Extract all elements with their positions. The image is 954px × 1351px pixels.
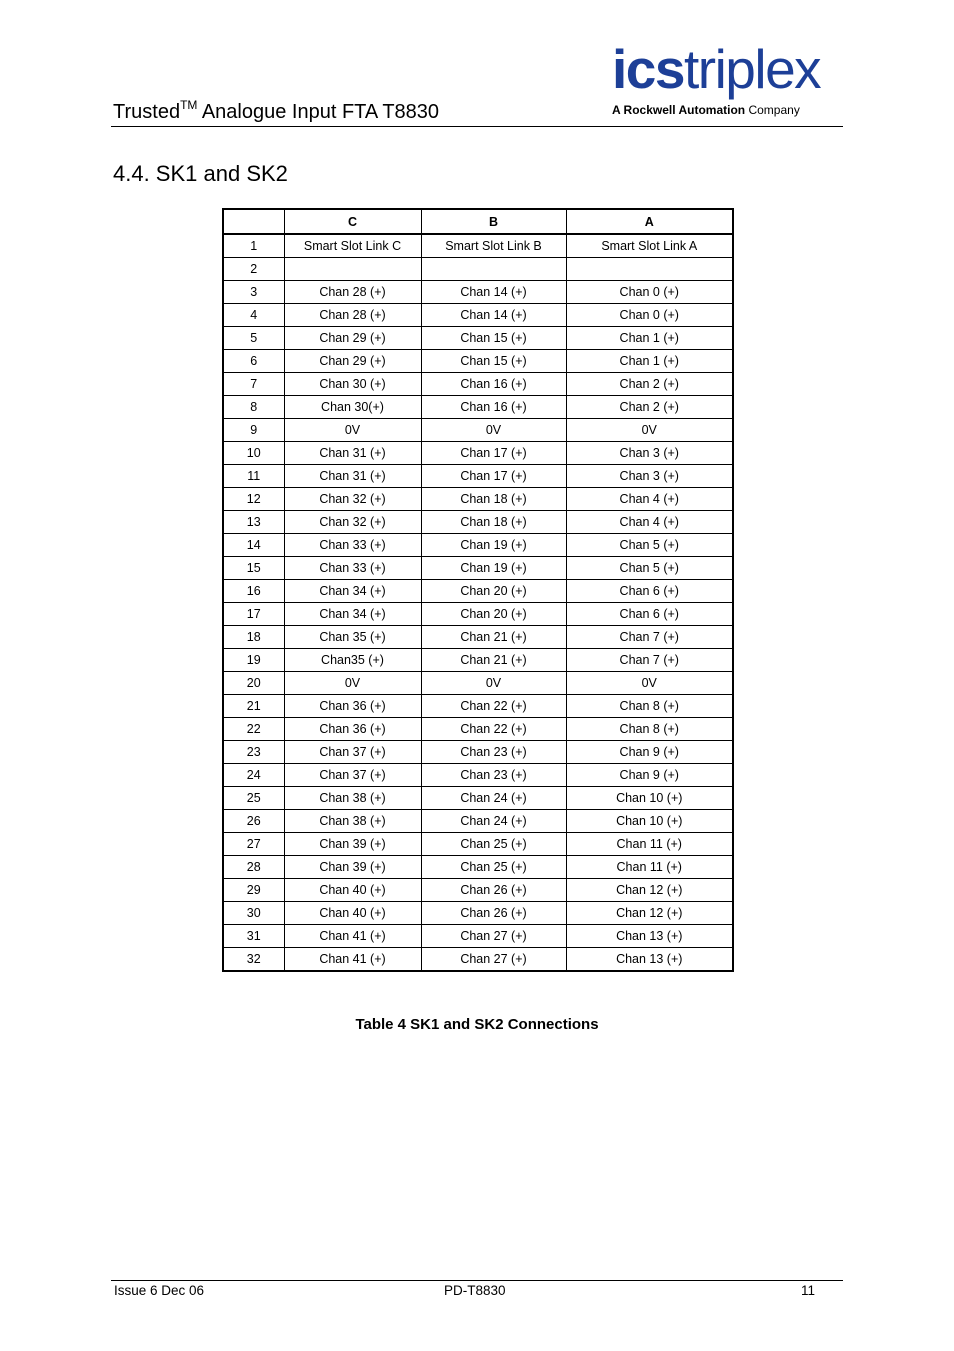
table-row <box>223 281 733 304</box>
signal-cell: Chan 8 (+) <box>566 718 733 741</box>
signal-cell: Chan 22 (+) <box>421 695 566 718</box>
signal-cell: Chan 21 (+) <box>421 649 566 672</box>
signal-cell: Chan 31 (+) <box>284 442 421 465</box>
signal-cell: Chan 25 (+) <box>421 833 566 856</box>
table-row <box>223 626 733 649</box>
table-row <box>223 534 733 557</box>
signal-cell: Chan 14 (+) <box>421 304 566 327</box>
signal-cell: Chan 20 (+) <box>421 603 566 626</box>
footer-divider <box>111 1280 843 1281</box>
pin-number-cell: 11 <box>223 465 284 488</box>
signal-cell: Smart Slot Link A <box>566 234 733 258</box>
signal-cell: Chan 16 (+) <box>421 396 566 419</box>
logo-tagline <box>612 103 800 117</box>
table-row <box>223 810 733 833</box>
table-row <box>223 465 733 488</box>
signal-cell: Chan 9 (+) <box>566 741 733 764</box>
table-row <box>223 304 733 327</box>
footer-doc-id: PD-T8830 <box>444 1283 506 1298</box>
signal-cell: Chan 36 (+) <box>284 718 421 741</box>
signal-cell: Chan 37 (+) <box>284 764 421 787</box>
pin-number-cell: 30 <box>223 902 284 925</box>
pin-number-cell: 22 <box>223 718 284 741</box>
table-row <box>223 718 733 741</box>
signal-cell: Chan 5 (+) <box>566 557 733 580</box>
table-row <box>223 557 733 580</box>
signal-cell: 0V <box>421 672 566 695</box>
signal-cell: Chan 34 (+) <box>284 580 421 603</box>
signal-cell: Chan 7 (+) <box>566 626 733 649</box>
pin-number-cell: 23 <box>223 741 284 764</box>
table-row <box>223 419 733 442</box>
table-row <box>223 603 733 626</box>
signal-cell: Chan 39 (+) <box>284 833 421 856</box>
signal-cell: Chan 13 (+) <box>566 925 733 948</box>
signal-cell: Chan 24 (+) <box>421 810 566 833</box>
signal-cell: Chan 6 (+) <box>566 580 733 603</box>
pin-number-cell: 15 <box>223 557 284 580</box>
pin-number-cell: 16 <box>223 580 284 603</box>
company-logo <box>606 36 846 120</box>
logo-tagline-bold: A Rockwell Automation <box>612 103 746 117</box>
table-row <box>223 350 733 373</box>
title-suffix: Analogue Input FTA T8830 <box>197 101 440 123</box>
pin-number-cell: 7 <box>223 373 284 396</box>
table-row <box>223 672 733 695</box>
table-row <box>223 442 733 465</box>
signal-cell: Chan 16 (+) <box>421 373 566 396</box>
table-row <box>223 948 733 972</box>
table-row <box>223 833 733 856</box>
pin-number-cell: 2 <box>223 258 284 281</box>
table-row <box>223 764 733 787</box>
signal-cell: Chan 38 (+) <box>284 787 421 810</box>
table-caption: Table 4 SK1 and SK2 Connections <box>355 1016 599 1033</box>
signal-cell: Chan 38 (+) <box>284 810 421 833</box>
pin-number-cell: 14 <box>223 534 284 557</box>
signal-cell: Chan 4 (+) <box>566 511 733 534</box>
signal-cell: 0V <box>566 672 733 695</box>
table-row <box>223 327 733 350</box>
signal-cell: Chan 11 (+) <box>566 856 733 879</box>
table-row <box>223 879 733 902</box>
pin-number-cell: 27 <box>223 833 284 856</box>
signal-cell: Chan 27 (+) <box>421 925 566 948</box>
signal-cell: Chan 19 (+) <box>421 534 566 557</box>
signal-cell: Chan 8 (+) <box>566 695 733 718</box>
signal-cell <box>284 258 421 281</box>
table-row <box>223 741 733 764</box>
signal-cell: Chan 6 (+) <box>566 603 733 626</box>
signal-cell: 0V <box>566 419 733 442</box>
signal-cell: Chan 33 (+) <box>284 557 421 580</box>
signal-cell: 0V <box>421 419 566 442</box>
signal-cell: Chan 36 (+) <box>284 695 421 718</box>
signal-cell: Chan 28 (+) <box>284 304 421 327</box>
signal-cell: Chan 40 (+) <box>284 902 421 925</box>
header-column-cell: C <box>284 209 421 234</box>
table-row <box>223 925 733 948</box>
signal-cell: Chan 17 (+) <box>421 442 566 465</box>
signal-cell: Chan 37 (+) <box>284 741 421 764</box>
signal-cell: Chan 41 (+) <box>284 948 421 972</box>
table-row <box>223 488 733 511</box>
pin-number-cell: 10 <box>223 442 284 465</box>
signal-cell: Smart Slot Link C <box>284 234 421 258</box>
pin-number-cell: 1 <box>223 234 284 258</box>
signal-cell: Chan 25 (+) <box>421 856 566 879</box>
signal-cell: Chan 3 (+) <box>566 442 733 465</box>
signal-cell: Chan 9 (+) <box>566 764 733 787</box>
signal-cell: Chan 41 (+) <box>284 925 421 948</box>
signal-cell: Smart Slot Link B <box>421 234 566 258</box>
pin-number-cell: 18 <box>223 626 284 649</box>
pin-number-cell: 5 <box>223 327 284 350</box>
signal-cell: Chan 10 (+) <box>566 810 733 833</box>
document-title <box>113 100 439 124</box>
signal-cell: Chan 26 (+) <box>421 902 566 925</box>
signal-cell <box>566 258 733 281</box>
title-prefix: Trusted <box>113 101 181 123</box>
signal-cell: Chan35 (+) <box>284 649 421 672</box>
signal-cell: Chan 19 (+) <box>421 557 566 580</box>
signal-cell: Chan 13 (+) <box>566 948 733 972</box>
table-row <box>223 695 733 718</box>
table-row <box>223 649 733 672</box>
pin-number-cell: 4 <box>223 304 284 327</box>
pin-number-cell: 17 <box>223 603 284 626</box>
signal-cell: Chan 18 (+) <box>421 488 566 511</box>
header-divider <box>111 126 843 127</box>
signal-cell: Chan 23 (+) <box>421 764 566 787</box>
signal-cell: Chan 17 (+) <box>421 465 566 488</box>
signal-cell: Chan 26 (+) <box>421 879 566 902</box>
signal-cell: Chan 33 (+) <box>284 534 421 557</box>
pin-number-cell: 12 <box>223 488 284 511</box>
signal-cell: Chan 14 (+) <box>421 281 566 304</box>
header-pin-cell <box>223 209 284 234</box>
pin-number-cell: 24 <box>223 764 284 787</box>
signal-cell: 0V <box>284 672 421 695</box>
trademark-superscript: TM <box>180 98 198 112</box>
pin-number-cell: 25 <box>223 787 284 810</box>
pin-number-cell: 13 <box>223 511 284 534</box>
table-header-row <box>223 209 733 234</box>
pin-number-cell: 29 <box>223 879 284 902</box>
pin-number-cell: 9 <box>223 419 284 442</box>
pin-number-cell: 21 <box>223 695 284 718</box>
signal-cell: Chan 29 (+) <box>284 327 421 350</box>
signal-cell: Chan 24 (+) <box>421 787 566 810</box>
section-heading: 4.4. SK1 and SK2 <box>113 161 288 186</box>
signal-cell: Chan 28 (+) <box>284 281 421 304</box>
header-column-cell: B <box>421 209 566 234</box>
table-row <box>223 787 733 810</box>
signal-cell: Chan 2 (+) <box>566 396 733 419</box>
pin-number-cell: 28 <box>223 856 284 879</box>
signal-cell: Chan 2 (+) <box>566 373 733 396</box>
signal-cell: Chan 15 (+) <box>421 350 566 373</box>
signal-cell: Chan 31 (+) <box>284 465 421 488</box>
signal-cell: Chan 0 (+) <box>566 304 733 327</box>
logo-name-regular: triplex <box>683 38 821 100</box>
signal-cell: Chan 7 (+) <box>566 649 733 672</box>
signal-cell: Chan 23 (+) <box>421 741 566 764</box>
signal-cell: Chan 12 (+) <box>566 902 733 925</box>
footer-page-number: 11 <box>801 1283 816 1298</box>
pin-number-cell: 31 <box>223 925 284 948</box>
table-row <box>223 258 733 281</box>
signal-cell: 0V <box>284 419 421 442</box>
signal-cell: Chan 27 (+) <box>421 948 566 972</box>
logo-wordmark <box>612 36 820 102</box>
pin-number-cell: 20 <box>223 672 284 695</box>
table-row <box>223 396 733 419</box>
pin-number-cell: 3 <box>223 281 284 304</box>
table-row <box>223 234 733 258</box>
table-row <box>223 373 733 396</box>
signal-cell: Chan 11 (+) <box>566 833 733 856</box>
signal-cell: Chan 1 (+) <box>566 350 733 373</box>
footer-issue: Issue 6 Dec 06 <box>114 1283 205 1298</box>
signal-cell: Chan 4 (+) <box>566 488 733 511</box>
pin-number-cell: 19 <box>223 649 284 672</box>
signal-cell <box>421 258 566 281</box>
pin-number-cell: 6 <box>223 350 284 373</box>
signal-cell: Chan 39 (+) <box>284 856 421 879</box>
signal-cell: Chan 5 (+) <box>566 534 733 557</box>
signal-cell: Chan 30 (+) <box>284 373 421 396</box>
table-row <box>223 856 733 879</box>
signal-cell: Chan 10 (+) <box>566 787 733 810</box>
pin-number-cell: 32 <box>223 948 284 972</box>
pin-number-cell: 8 <box>223 396 284 419</box>
table-row <box>223 511 733 534</box>
signal-cell: Chan 22 (+) <box>421 718 566 741</box>
signal-cell: Chan 32 (+) <box>284 488 421 511</box>
signal-cell: Chan 3 (+) <box>566 465 733 488</box>
logo-tagline-regular: Company <box>745 103 800 117</box>
signal-cell: Chan 34 (+) <box>284 603 421 626</box>
signal-cell: Chan 15 (+) <box>421 327 566 350</box>
pin-number-cell: 26 <box>223 810 284 833</box>
logo-name-bold: ics <box>612 38 684 100</box>
signal-cell: Chan 35 (+) <box>284 626 421 649</box>
header-column-cell: A <box>566 209 733 234</box>
signal-cell: Chan 12 (+) <box>566 879 733 902</box>
signal-cell: Chan 1 (+) <box>566 327 733 350</box>
table-row <box>223 580 733 603</box>
connections-table <box>222 208 734 972</box>
signal-cell: Chan 20 (+) <box>421 580 566 603</box>
signal-cell: Chan 0 (+) <box>566 281 733 304</box>
signal-cell: Chan 40 (+) <box>284 879 421 902</box>
signal-cell: Chan 21 (+) <box>421 626 566 649</box>
table-row <box>223 902 733 925</box>
signal-cell: Chan 29 (+) <box>284 350 421 373</box>
signal-cell: Chan 18 (+) <box>421 511 566 534</box>
signal-cell: Chan 30(+) <box>284 396 421 419</box>
signal-cell: Chan 32 (+) <box>284 511 421 534</box>
